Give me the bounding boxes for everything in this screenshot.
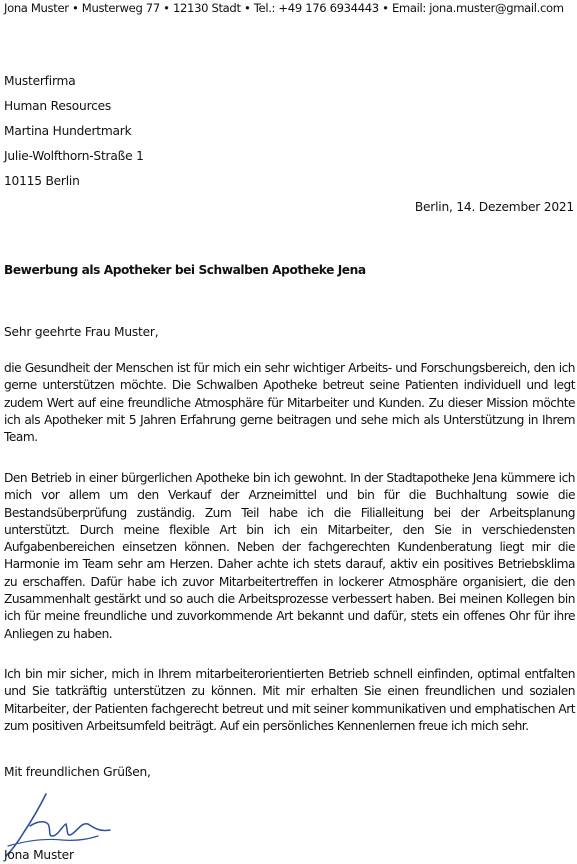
recipient-city: 10115 Berlin — [4, 174, 80, 188]
body-paragraph-3: Ich bin mir sicher, mich in Ihrem mitarbeiterorientierten Betrieb schnell einfinden, optimal entfalten und Sie tatkräftig unterstützen zu können. Mit mir erhalten Sie einen freundlichen und sozialen Mitarbeiter, der Patienten fachgerecht betreut und mit seiner kommunikativen und emphatischen Art zum positiven Arbeitsumfeld beiträgt. Auf ein persönliches Kennenlernen freue ich mich sehr. — [4, 667, 575, 733]
recipient-department: Human Resources — [4, 99, 112, 113]
sender-contact-line: Jona Muster • Musterweg 77 • 12130 Stadt • Tel.: +49 176 6934443 • Email: jona.muster@gmail.com — [4, 1, 564, 15]
letter-subject: Bewerbung als Apotheker bei Schwalben Apotheke Jena — [4, 263, 366, 277]
recipient-company: Musterfirma — [4, 74, 76, 88]
body-paragraph-1: die Gesundheit der Menschen ist für mich ein sehr wichtiger Arbeits- und Forschungsbereich, den ich gerne unterstützen möchte. Die Schwalben Apotheke betreut seine Patienten individuell und legt zudem Wert auf eine freundliche Atmosphäre für Mitarbeiter und Kunden. Zu dieser Mission möchte ich als Apotheker mit 5 Jahren Erfahrung gerne beitragen und sehe mich als Unterstützung in Ihrem Team. — [4, 361, 575, 445]
salutation: Sehr geehrte Frau Muster, — [4, 325, 159, 339]
body-paragraph-2: Den Betrieb in einer bürgerlichen Apotheke bin ich gewohnt. In der Stadtapotheke Jena kümmere ich mich vor allem um den Verkauf der Arzneimittel und bin für die Buchhaltung sowie die Bestandsüberprüfung zuständig. Zum Teil habe ich die Filialleitung bei der Arbeitsplanung unterstützt. Durch meine flexible Art bin ich ein Mitarbeiter, den Sie in verschiedensten Aufgabenbereichen einsetzen können. Neben der fachgerechten Kundenberatung liegt mir die Harmonie im Team sehr am Herzen. Daher achte ich stets darauf, aktiv ein positives Betriebsklima zu erschaffen. Dafür habe ich zuvor Mitarbeitertreffen in lockerer Atmosphäre organisiert, die den Zusammenhalt gestärkt und so auch die Arbeitsprozesse verbessert haben. Bei meinen Kollegen bin ich für meine freundliche und zuvorkommende Art bekannt und dafür, stets ein offenes Ohr für ihre Anliegen zu haben. — [4, 471, 575, 641]
letter-date: Berlin, 14. Dezember 2021 — [414, 200, 574, 214]
recipient-address — [4, 72, 144, 197]
recipient-contact: Martina Hundertmark — [4, 124, 132, 138]
closing-phrase: Mit freundlichen Grüßen, — [4, 765, 151, 779]
sender-name: Jona Muster — [4, 848, 74, 862]
recipient-street: Julie-Wolfthorn-Straße 1 — [4, 149, 144, 163]
